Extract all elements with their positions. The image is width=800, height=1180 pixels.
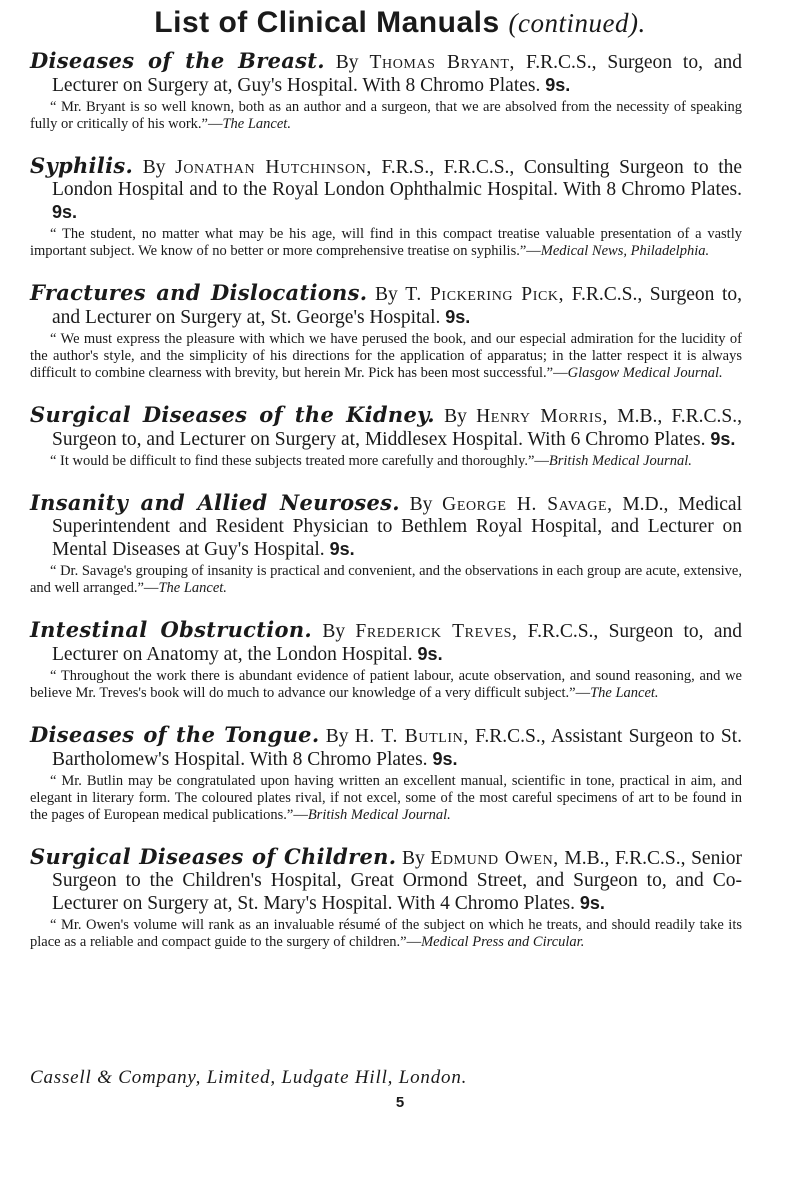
quote-text: “ The student, no matter what may be his age, will find in this compact treatise valuable presentation of a vastly important subject. We know of no better or more comprehensive treatise on syphilis.”— <box>30 226 742 259</box>
author-name: Edmund Owen, <box>430 848 559 869</box>
entry-heading <box>30 492 742 561</box>
review-quote <box>30 453 742 470</box>
by-label: By <box>374 284 398 305</box>
review-quote <box>30 226 742 260</box>
by-label: By <box>322 621 346 642</box>
book-entry-tongue <box>30 724 742 824</box>
author-name: Jonathan Hutchinson, <box>175 157 372 178</box>
quote-text: “ Throughout the work there is abundant evidence of patient labour, acute observation, and sound reasoning, and we believe Mr. Treves's book will do much to advance our knowledge of a very difficult subject.”— <box>30 668 742 701</box>
entry-heading <box>30 50 742 97</box>
entry-heading <box>30 404 742 451</box>
price: 9s. <box>52 202 78 222</box>
author-name: Henry Morris, <box>476 406 609 427</box>
book-title: Surgical Diseases of the Kidney. <box>30 402 435 427</box>
entries-list <box>30 50 742 973</box>
by-label: By <box>409 494 433 515</box>
quote-text: “ Mr. Owen's volume will rank as an invaluable résumé of the subject on which he treats, and should readily take its place as a reliable and compact guide to the surgery of children.”— <box>30 917 742 950</box>
page-number: 5 <box>395 1094 405 1111</box>
author-details: F.R.C.S., Assistant Surgeon to St. Bartholomew's Hospital. With 8 Chromo Plates. <box>52 726 743 770</box>
author-name: Thomas Bryant, <box>369 52 516 73</box>
author-name: T. Pickering Pick, <box>405 284 565 305</box>
quote-text: “ Dr. Savage's grouping of insanity is practical and convenient, and the observations in each group are acute, extensive, and well arranged.”— <box>30 563 742 596</box>
by-label: By <box>444 406 467 427</box>
author-name: H. T. Butlin, <box>354 726 469 747</box>
review-quote <box>30 331 742 382</box>
quote-text: “ It would be difficult to find these subjects treated more carefully and thoroughly.”— <box>50 453 549 469</box>
review-quote <box>30 99 742 133</box>
book-entry-breast <box>30 50 742 133</box>
entry-heading <box>30 155 742 224</box>
price: 9s. <box>417 644 443 664</box>
book-title: Diseases of the Breast. <box>30 48 325 73</box>
quote-text: “ We must express the pleasure with which we have perused the book, and our especial admiration for the lucidity of the author's style, and the simplicity of his directions for the application of apparatus; in the latter respect it is always difficult to combine clearness with brevity, but herein Mr. Pick has been most successful.”— <box>30 331 742 381</box>
review-quote <box>30 917 742 951</box>
quote-text: “ Mr. Bryant is so well known, both as an author and a surgeon, that we are absolved from the necessity of speaking fully or critically of his work.”— <box>30 99 742 132</box>
book-title: Syphilis. <box>30 153 134 178</box>
review-quote <box>30 773 742 824</box>
quote-text: “ Mr. Butlin may be congratulated upon having written an excellent manual, scientific in tone, practical in aim, and elegant in literary form. The coloured plates rival, if not excel, some of the most careful specimens of art to be found in the pages of European medical publications.”— <box>30 773 742 823</box>
publisher-imprint: Cassell & Company, Limited, Ludgate Hill, London. <box>30 1067 468 1088</box>
entry-heading <box>30 846 742 915</box>
by-label: By <box>335 52 359 73</box>
review-quote <box>30 563 742 597</box>
price: 9s. <box>445 307 471 327</box>
author-name: George H. Savage, <box>442 494 613 515</box>
review-source: The Lancet. <box>222 116 291 132</box>
heading-continued: (continued). <box>508 8 646 38</box>
review-source: British Medical Journal. <box>307 807 451 823</box>
book-entry-intestinal <box>30 619 742 702</box>
price: 9s. <box>432 749 458 769</box>
book-entry-insanity <box>30 492 742 597</box>
author-details: F.R.C.S., Surgeon to, and Lecturer on Surgery at, St. George's Hospital. <box>52 284 743 328</box>
entry-heading <box>30 619 742 666</box>
book-title: Insanity and Allied Neuroses. <box>30 490 400 515</box>
heading-title: List of Clinical Manuals <box>154 6 500 39</box>
by-label: By <box>401 848 425 869</box>
price: 9s. <box>579 893 605 913</box>
review-source: The Lancet. <box>590 685 659 701</box>
book-title: Diseases of the Tongue. <box>30 722 320 747</box>
book-entry-children <box>30 846 742 951</box>
book-entry-kidney <box>30 404 742 470</box>
author-details: F.R.C.S., Surgeon to, and Lecturer on Anatomy at, the London Hospital. <box>52 621 743 665</box>
book-title: Fractures and Dislocations. <box>30 280 368 305</box>
book-entry-syphilis <box>30 155 742 260</box>
page-heading <box>0 6 800 40</box>
book-entry-fractures <box>30 282 742 382</box>
review-source: Medical Press and Circular. <box>421 934 585 950</box>
review-quote <box>30 668 742 702</box>
author-details: M.B., F.R.C.S., Surgeon to, and Lecturer on Surgery at, Middlesex Hospital. With 6 Chromo Plates. <box>52 406 743 450</box>
author-details: M.B., F.R.C.S., Senior Surgeon to the Children's Hospital, Great Ormond Street, and Surgeon to, and Co-Lecturer on Surgery at, St. Mary's Hospital. With 4 Chromo Plates. <box>52 848 742 914</box>
entry-heading <box>30 724 742 771</box>
author-details: M.D., Medical Superintendent and Resident Physician to Bethlem Royal Hospital, and Lecturer on Mental Diseases at Guy's Hospital. <box>52 494 743 560</box>
price: 9s. <box>545 75 571 95</box>
author-details: F.R.S., F.R.C.S., Consulting Surgeon to the London Hospital and to the Royal London Ophthalmic Hospital. With 8 Chromo Plates. <box>52 157 743 200</box>
by-label: By <box>142 157 166 178</box>
author-name: Frederick Treves, <box>355 621 518 642</box>
price: 9s. <box>329 539 355 559</box>
review-source: Medical News, Philadelphia. <box>540 243 710 259</box>
by-label: By <box>325 726 349 747</box>
price: 9s. <box>710 429 736 449</box>
review-source: Glasgow Medical Journal. <box>567 365 723 381</box>
author-details: F.R.C.S., Surgeon to, and Lecturer on Surgery at, Guy's Hospital. With 8 Chromo Plates. <box>52 52 743 96</box>
review-source: British Medical Journal. <box>548 453 692 469</box>
entry-heading <box>30 282 742 329</box>
book-title: Surgical Diseases of Children. <box>30 844 397 869</box>
review-source: The Lancet. <box>158 580 227 596</box>
book-title: Intestinal Obstruction. <box>30 617 313 642</box>
